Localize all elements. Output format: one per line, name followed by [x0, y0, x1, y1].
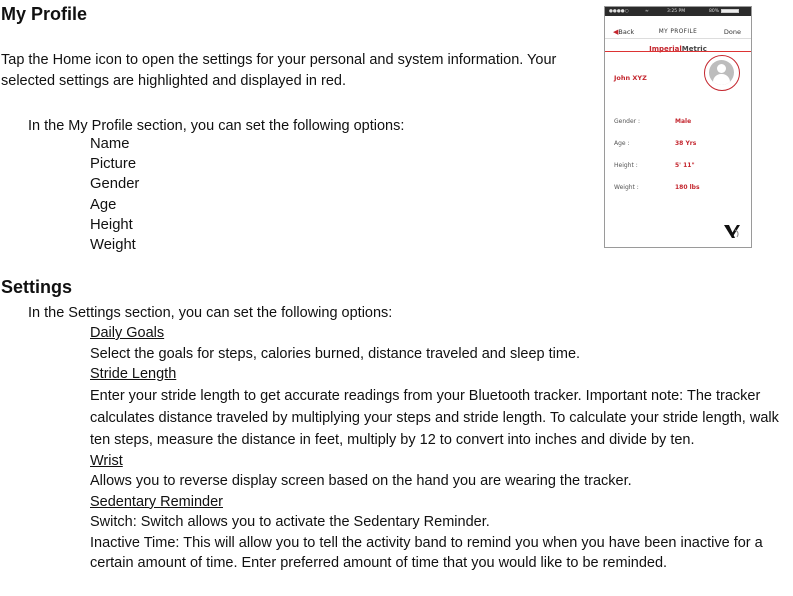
wrist-title: Wrist [90, 452, 123, 469]
profile-options-list [90, 134, 139, 255]
height-value[interactable]: 5' 11" [675, 162, 695, 169]
nav-title: MY PROFILE [658, 29, 698, 35]
settings-heading: Settings [1, 277, 73, 297]
age-label: Age : [614, 140, 630, 147]
battery-percent: 80% [709, 9, 720, 14]
height-label: Height : [614, 162, 638, 169]
my-profile-heading: My Profile [1, 4, 88, 24]
option-picture: Picture [90, 156, 137, 173]
unit-imperial[interactable]: Imperial [649, 45, 682, 53]
settings-options-list [90, 323, 790, 574]
option-age: Age [90, 196, 117, 213]
wifi-icon: ≈ [645, 9, 649, 14]
profile-intro [1, 50, 601, 92]
status-time: 3:25 PM [667, 9, 686, 14]
divider [605, 51, 751, 52]
chevron-left-icon: ◀ [613, 28, 619, 36]
sedentary-inactive-time-desc: Inactive Time: This will allow you to tell the activity band to remind you when you have been inactive for a certain amount of time. Enter preferred amount of time that you would like to be reminded. [90, 534, 763, 571]
option-weight: Weight [90, 237, 136, 254]
back-label: Back [618, 28, 635, 36]
status-bar [605, 7, 751, 16]
settings-lead: In the Settings section, you can set the following options: [28, 305, 393, 321]
profile-lead: In the My Profile section, you can set the following options: [28, 118, 405, 134]
option-name: Name [90, 136, 130, 152]
signal-icon: ●●●●○ [609, 9, 629, 14]
done-button[interactable]: Done [723, 28, 741, 36]
unit-metric[interactable]: Metric [681, 45, 707, 53]
sedentary-reminder-title: Sedentary Reminder [90, 493, 223, 510]
brand-logo-icon [723, 222, 743, 240]
profile-name[interactable]: John XYZ [614, 74, 647, 82]
stride-length-desc: Enter your stride length to get accurate readings from your Bluetooth tracker. Important note: The tracker calculates distance traveled by multiplying your steps and stride length. To calculate your stride length, walk ten steps, measure the distance in feet, multiply by 12 to convert into inches and divide by ten. [90, 387, 779, 448]
gender-value[interactable]: Male [675, 118, 692, 125]
option-gender: Gender [90, 176, 140, 193]
battery-icon [721, 9, 739, 13]
daily-goals-title: Daily Goals [90, 325, 165, 341]
wrist-desc: Allows you to reverse display screen based on the hand you are wearing the tracker. [90, 473, 632, 489]
gender-label: Gender : [614, 118, 641, 125]
nav-bar [605, 16, 751, 39]
weight-value[interactable]: 180 lbs [675, 184, 700, 191]
sedentary-switch-desc: Switch: Switch allows you to activate the Sedentary Reminder. [90, 514, 490, 530]
option-height: Height [90, 216, 133, 233]
weight-label: Weight : [614, 184, 639, 191]
avatar-picture[interactable] [704, 55, 740, 91]
age-value[interactable]: 38 Yrs [675, 140, 697, 147]
stride-length-title: Stride Length [90, 366, 177, 382]
daily-goals-desc: Select the goals for steps, calories burned, distance traveled and sleep time. [90, 345, 581, 362]
intro-line-1: Tap the Home icon to open the settings for your personal and system information. Your [1, 52, 557, 68]
intro-line-2: selected settings are highlighted and displayed in red. [1, 73, 347, 89]
avatar-icon [709, 60, 734, 85]
phone-screenshot [604, 6, 752, 248]
